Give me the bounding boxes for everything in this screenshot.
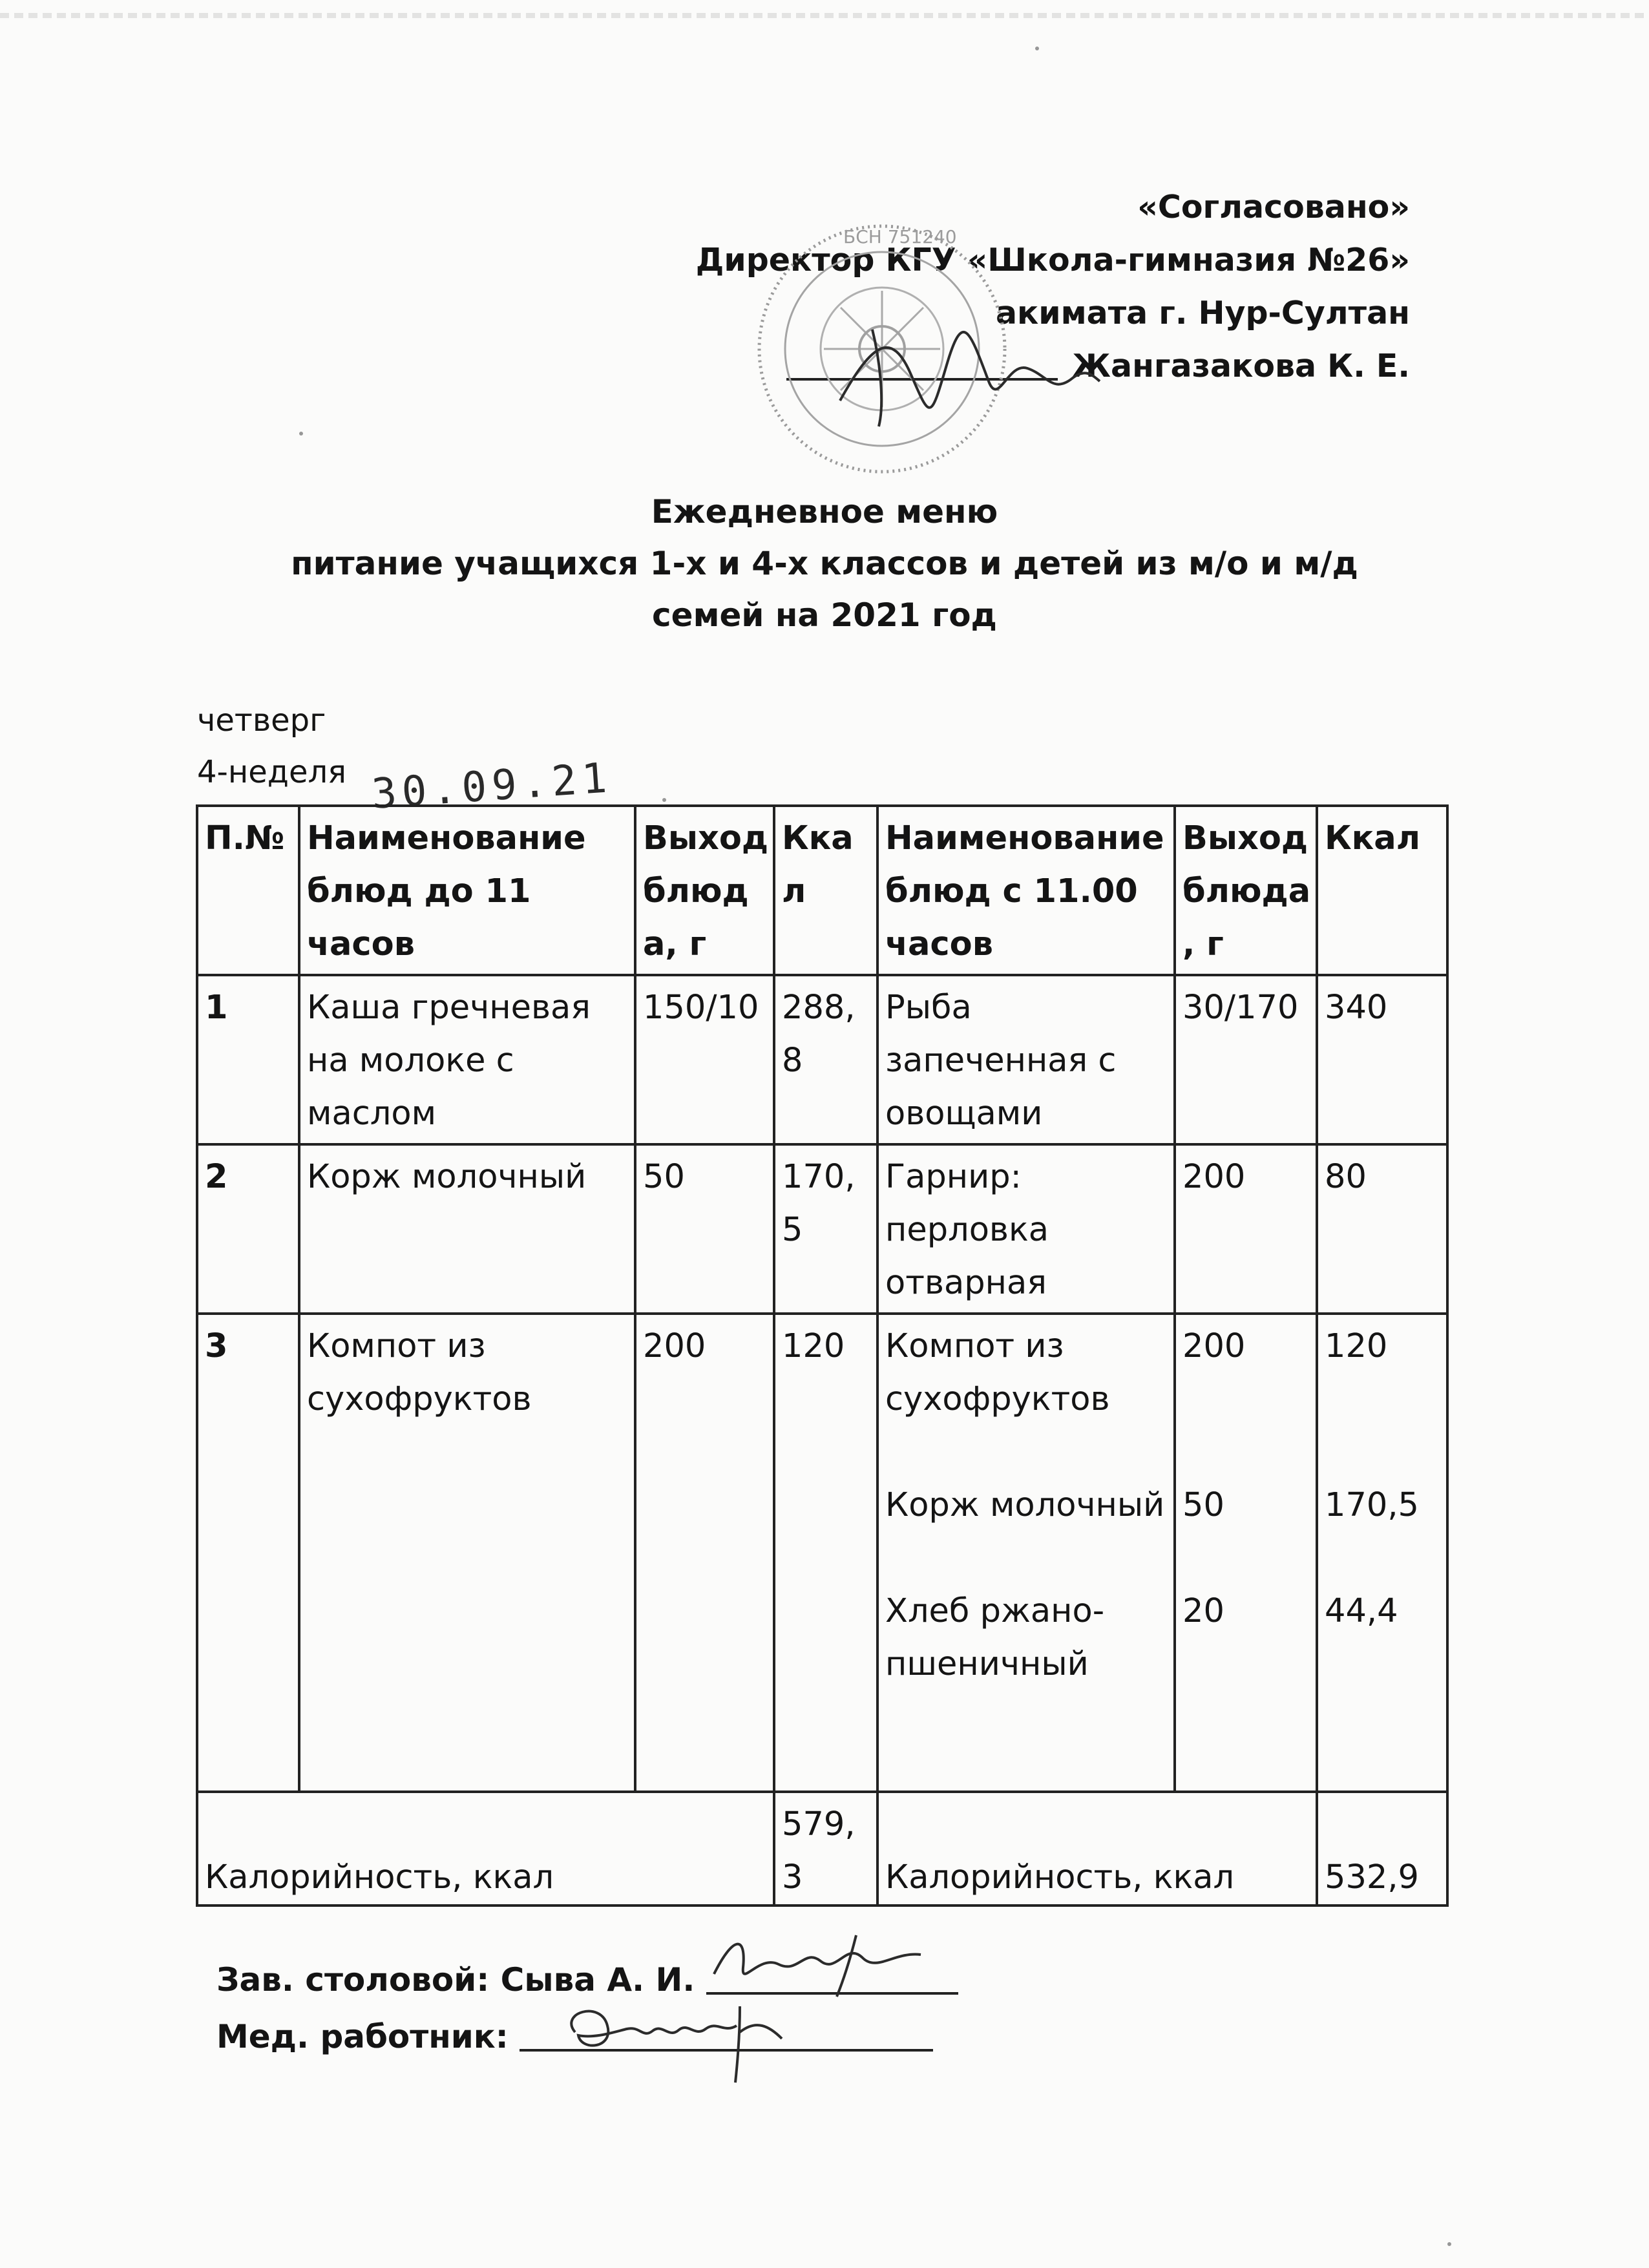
header-dish-before: Наименование блюд до 11 часов xyxy=(299,806,635,975)
kcal-after-list xyxy=(1317,1314,1447,1792)
row-num: 1 xyxy=(197,975,299,1144)
kcal-after: 80 xyxy=(1317,1144,1447,1314)
yield-after: 50 xyxy=(1182,1486,1224,1524)
yield-after: 200 xyxy=(1182,1327,1246,1365)
table-header-row xyxy=(197,806,1447,975)
kcal-after: 44,4 xyxy=(1325,1592,1398,1630)
approval-position: Директор КГУ «Школа-гимназия №26» xyxy=(695,242,1410,278)
med-signature xyxy=(556,1993,788,2084)
kcal-after: 170,5 xyxy=(1325,1486,1420,1524)
header-kcal-before: Ккал xyxy=(774,806,877,975)
day-info xyxy=(197,695,346,798)
approval-organization: акимата г. Нур-Султан xyxy=(995,295,1410,331)
title-line-3: семей на 2021 год xyxy=(652,596,997,634)
yield-before: 200 xyxy=(635,1314,774,1792)
yield-after-list xyxy=(1175,1314,1317,1792)
table-row xyxy=(197,1144,1447,1314)
dish-after: Корж молочный xyxy=(885,1486,1165,1524)
speck xyxy=(662,798,666,802)
scan-artifact xyxy=(0,13,1649,18)
title-line-1: Ежедневное меню xyxy=(651,493,998,530)
row-num: 3 xyxy=(197,1314,299,1792)
header-kcal-after: Ккал xyxy=(1317,806,1447,975)
document-title xyxy=(0,486,1649,641)
approval-signer: Жангазакова К. Е. xyxy=(1072,348,1410,384)
kcal-before: 120 xyxy=(774,1314,877,1792)
total-row xyxy=(197,1792,1447,1906)
dish-after: Гарнир: перловка отварная xyxy=(877,1144,1175,1314)
yield-after: 20 xyxy=(1182,1592,1224,1630)
title-line-2: питание учащихся 1-х и 4-х классов и детей из м/о и м/д xyxy=(291,545,1358,582)
director-signature xyxy=(834,304,1105,433)
kcal-after: 120 xyxy=(1325,1327,1388,1365)
yield-before: 150/10 xyxy=(635,975,774,1144)
speck xyxy=(299,432,303,436)
seal-number: БСН 751240 xyxy=(843,226,957,247)
total-label-after: Калорийность, ккал xyxy=(877,1792,1317,1906)
handwritten-date: 30.09.21 xyxy=(370,754,614,819)
row-num: 2 xyxy=(197,1144,299,1314)
header-yield-before: Выход блюда, г xyxy=(635,806,774,975)
cook-signature xyxy=(708,1929,927,2000)
dish-after: Компот из сухофруктов xyxy=(885,1327,1110,1418)
kcal-before: 170,5 xyxy=(774,1144,877,1314)
kcal-before: 288,8 xyxy=(774,975,877,1144)
cook-label: Зав. столовой: Сыва А. И. xyxy=(216,1961,695,1999)
total-label-before: Калорийность, ккал xyxy=(197,1792,774,1906)
yield-before: 50 xyxy=(635,1144,774,1314)
speck xyxy=(1447,2242,1451,2246)
header-yield-after: Выход блюда, г xyxy=(1175,806,1317,975)
table-row xyxy=(197,1314,1447,1792)
total-value-before: 579,3 xyxy=(774,1792,877,1906)
speck xyxy=(1035,47,1039,50)
week-number: 4-неделя xyxy=(197,754,347,790)
yield-after: 200 xyxy=(1175,1144,1317,1314)
dish-after-list xyxy=(877,1314,1175,1792)
kcal-after: 340 xyxy=(1317,975,1447,1144)
dish-before: Каша гречневая на молоке с маслом xyxy=(299,975,635,1144)
menu-table xyxy=(196,804,1449,1907)
dish-after: Рыба запеченная с овощами xyxy=(877,975,1175,1144)
yield-after: 30/170 xyxy=(1175,975,1317,1144)
dish-after: Хлеб ржано-пшеничный xyxy=(885,1592,1105,1683)
dish-before: Корж молочный xyxy=(299,1144,635,1314)
weekday: четверг xyxy=(197,702,326,739)
header-dish-after: Наименование блюд с 11.00 часов xyxy=(877,806,1175,975)
total-value-after: 532,9 xyxy=(1317,1792,1447,1906)
dish-before: Компот из сухофруктов xyxy=(299,1314,635,1792)
table-row xyxy=(197,975,1447,1144)
header-num: П.№ xyxy=(197,806,299,975)
med-label: Мед. работник: xyxy=(216,2018,509,2055)
approval-heading: «Согласовано» xyxy=(1137,189,1410,226)
